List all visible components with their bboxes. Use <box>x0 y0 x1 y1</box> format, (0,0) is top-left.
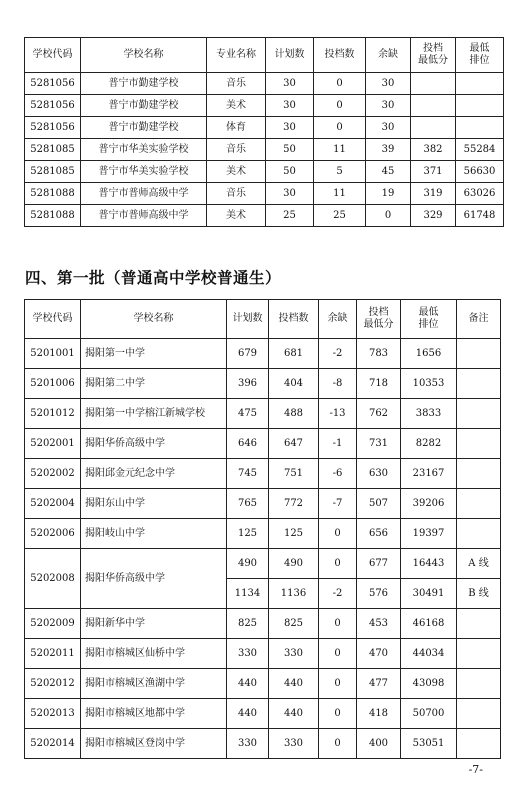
table-row <box>25 459 501 489</box>
table-cell: 751 <box>269 459 319 489</box>
table-cell <box>457 399 501 429</box>
table-cell <box>457 369 501 399</box>
table-cell: 5281056 <box>25 95 81 117</box>
table-row <box>25 669 501 699</box>
table-cell: 400 <box>357 729 401 759</box>
table-cell: 0 <box>314 73 366 95</box>
table-cell: 揭阳第二中学 <box>81 369 227 399</box>
table-cell <box>457 459 501 489</box>
table1-header-cell: 投档 最低分 <box>411 38 456 73</box>
table-cell: 5202002 <box>25 459 81 489</box>
table-cell: 576 <box>357 579 401 609</box>
table-cell: 125 <box>227 519 269 549</box>
table-cell: 418 <box>357 699 401 729</box>
table2-body <box>25 339 501 759</box>
table-cell: 656 <box>357 519 401 549</box>
table-cell <box>456 95 504 117</box>
table-cell: 普宁市勤建学校 <box>81 73 207 95</box>
table-cell: 23167 <box>401 459 457 489</box>
table-cell: -6 <box>319 459 357 489</box>
table-cell: 0 <box>366 205 411 227</box>
table-cell: 5 <box>314 161 366 183</box>
table-cell: 30491 <box>401 579 457 609</box>
table-cell <box>457 339 501 369</box>
table-cell: 630 <box>357 459 401 489</box>
table1-header-cell: 专业名称 <box>207 38 266 73</box>
table2-header-cell: 备注 <box>457 300 501 339</box>
table-cell: 330 <box>227 729 269 759</box>
table-cell: 490 <box>269 549 319 579</box>
table-cell <box>456 73 504 95</box>
table-cell: 0 <box>319 549 357 579</box>
table-cell: 371 <box>411 161 456 183</box>
table-cell: 5281085 <box>25 161 81 183</box>
table-row <box>25 205 504 227</box>
table-cell: 5202008 <box>25 549 81 609</box>
table-cell: 44034 <box>401 639 457 669</box>
table-row <box>25 73 504 95</box>
table1-header-cell: 学校代码 <box>25 38 81 73</box>
table-cell: 440 <box>269 699 319 729</box>
table-cell: 745 <box>227 459 269 489</box>
table-cell: 50700 <box>401 699 457 729</box>
table-row <box>25 399 501 429</box>
table-cell: 5281056 <box>25 73 81 95</box>
table-cell: 揭阳岐山中学 <box>81 519 227 549</box>
table-cell: 30 <box>366 95 411 117</box>
table-cell: -8 <box>319 369 357 399</box>
table-cell: 0 <box>314 117 366 139</box>
table-cell: 揭阳市榕城区登岗中学 <box>81 729 227 759</box>
table-cell: 16443 <box>401 549 457 579</box>
table-cell: 音乐 <box>207 139 266 161</box>
table-cell: 音乐 <box>207 183 266 205</box>
table2-header-cell: 投档数 <box>269 300 319 339</box>
table-cell: 46168 <box>401 609 457 639</box>
table-cell <box>457 699 501 729</box>
table-cell: 5202013 <box>25 699 81 729</box>
table-cell: 453 <box>357 609 401 639</box>
table-cell <box>457 729 501 759</box>
table-cell: 825 <box>269 609 319 639</box>
table-cell: 677 <box>357 549 401 579</box>
table-cell: 普宁市普师高级中学 <box>81 205 207 227</box>
table-cell: 体育 <box>207 117 266 139</box>
table-cell <box>411 117 456 139</box>
table-cell: 475 <box>227 399 269 429</box>
table-cell: 39206 <box>401 489 457 519</box>
table-cell: 0 <box>319 699 357 729</box>
table-cell: 681 <box>269 339 319 369</box>
table-cell: 45 <box>366 161 411 183</box>
table-cell: 普宁市勤建学校 <box>81 95 207 117</box>
table-cell: 30 <box>266 73 314 95</box>
table-row <box>25 161 504 183</box>
table-cell: 0 <box>319 639 357 669</box>
table-cell: 50 <box>266 161 314 183</box>
table-cell: 30 <box>266 95 314 117</box>
table-cell: 普宁市华美实验学校 <box>81 139 207 161</box>
table-cell: -2 <box>319 339 357 369</box>
table-cell: 382 <box>411 139 456 161</box>
table-cell: 30 <box>266 183 314 205</box>
table-cell: -13 <box>319 399 357 429</box>
table-cell: 765 <box>227 489 269 519</box>
table-cell: 揭阳邱金元纪念中学 <box>81 459 227 489</box>
table-cell: 揭阳东山中学 <box>81 489 227 519</box>
table-cell: 477 <box>357 669 401 699</box>
table-cell: 53051 <box>401 729 457 759</box>
table-cell <box>457 519 501 549</box>
table-cell: 772 <box>269 489 319 519</box>
table-cell: 揭阳新华中学 <box>81 609 227 639</box>
table-cell: 美术 <box>207 95 266 117</box>
table-row <box>25 95 504 117</box>
table-cell: 330 <box>269 639 319 669</box>
table-cell: 普宁市勤建学校 <box>81 117 207 139</box>
table-row <box>25 139 504 161</box>
table-cell: 音乐 <box>207 73 266 95</box>
table-cell: 404 <box>269 369 319 399</box>
table-cell: 0 <box>319 729 357 759</box>
table-cell: 488 <box>269 399 319 429</box>
table2-header-cell: 投档 最低分 <box>357 300 401 339</box>
table-cell: 39 <box>366 139 411 161</box>
table-cell: 普宁市普师高级中学 <box>81 183 207 205</box>
table-cell: 美术 <box>207 205 266 227</box>
table-cell: 美术 <box>207 161 266 183</box>
table-cell: 5281085 <box>25 139 81 161</box>
table-row <box>25 609 501 639</box>
table2-header-cell: 余缺 <box>319 300 357 339</box>
table-cell: 25 <box>314 205 366 227</box>
table-row <box>25 729 501 759</box>
table-cell: 11 <box>314 183 366 205</box>
table2-header-cell: 学校代码 <box>25 300 81 339</box>
table2-header-cell: 计划数 <box>227 300 269 339</box>
table-cell: 63026 <box>456 183 504 205</box>
table2-header-row <box>25 300 501 339</box>
table-cell: 普宁市华美实验学校 <box>81 161 207 183</box>
table-cell: 440 <box>227 699 269 729</box>
table-cell: 56630 <box>456 161 504 183</box>
table-cell: 731 <box>357 429 401 459</box>
table-cell: -7 <box>319 489 357 519</box>
table-cell: 19397 <box>401 519 457 549</box>
table-row <box>25 489 501 519</box>
table-row <box>25 117 504 139</box>
table-cell: 470 <box>357 639 401 669</box>
table-cell: 1136 <box>269 579 319 609</box>
table-row <box>25 429 501 459</box>
table-cell: 825 <box>227 609 269 639</box>
table-cell: 5202006 <box>25 519 81 549</box>
table-cell: 5201012 <box>25 399 81 429</box>
table-row <box>25 369 501 399</box>
table-cell: 3833 <box>401 399 457 429</box>
table2-header-cell: 学校名称 <box>81 300 227 339</box>
table2-header-cell: 最低 排位 <box>401 300 457 339</box>
table-cell: 5202001 <box>25 429 81 459</box>
table-cell <box>457 429 501 459</box>
table-cell <box>457 639 501 669</box>
table-cell: 0 <box>319 609 357 639</box>
table-cell: 1134 <box>227 579 269 609</box>
table-cell: 5201001 <box>25 339 81 369</box>
table1-header-cell: 最低 排位 <box>456 38 504 73</box>
table-cell: 11 <box>314 139 366 161</box>
table-cell: 揭阳第一中学 <box>81 339 227 369</box>
table-cell: B 线 <box>457 579 501 609</box>
table-cell: 125 <box>269 519 319 549</box>
table-cell: 329 <box>411 205 456 227</box>
table-cell: 8282 <box>401 429 457 459</box>
table-cell: 揭阳华侨高级中学 <box>81 429 227 459</box>
table-cell: 50 <box>266 139 314 161</box>
table-cell: 0 <box>314 95 366 117</box>
table-cell <box>411 73 456 95</box>
table-cell <box>457 669 501 699</box>
table1-body <box>25 73 504 227</box>
table-cell: 19 <box>366 183 411 205</box>
section-title: 四、第一批（普通高中学校普通生） <box>25 269 282 287</box>
table-cell: 440 <box>269 669 319 699</box>
table-cell: 679 <box>227 339 269 369</box>
table-cell: 61748 <box>456 205 504 227</box>
table-cell: 5281088 <box>25 205 81 227</box>
table-cell: 440 <box>227 669 269 699</box>
page-number: -7- <box>468 763 483 776</box>
table1-header-cell: 计划数 <box>266 38 314 73</box>
table-cell: 10353 <box>401 369 457 399</box>
table-cell: 319 <box>411 183 456 205</box>
table-cell: 5202004 <box>25 489 81 519</box>
table-cell: 646 <box>227 429 269 459</box>
table-cell: 揭阳华侨高级中学 <box>81 549 227 609</box>
table-row <box>25 549 501 579</box>
table-cell: 1656 <box>401 339 457 369</box>
table-cell: 25 <box>266 205 314 227</box>
table-cell: 330 <box>269 729 319 759</box>
table-cell: 30 <box>366 73 411 95</box>
table1-header-cell: 投档数 <box>314 38 366 73</box>
table-cell: 330 <box>227 639 269 669</box>
table-cell: 783 <box>357 339 401 369</box>
table-cell: -2 <box>319 579 357 609</box>
table-cell <box>457 489 501 519</box>
table-cell: 揭阳第一中学榕江新城学校 <box>81 399 227 429</box>
table1-header-cell: 余缺 <box>366 38 411 73</box>
table-row <box>25 339 501 369</box>
table-row <box>25 639 501 669</box>
table-cell: 718 <box>357 369 401 399</box>
table-cell: 762 <box>357 399 401 429</box>
table-cell: A 线 <box>457 549 501 579</box>
table-cell: 5281088 <box>25 183 81 205</box>
table-cell: 490 <box>227 549 269 579</box>
table1-header-cell: 学校名称 <box>81 38 207 73</box>
table-cell <box>456 117 504 139</box>
first-batch-admission-table <box>24 299 501 759</box>
table-cell <box>411 95 456 117</box>
table-cell: 30 <box>366 117 411 139</box>
table-cell: -1 <box>319 429 357 459</box>
table-row <box>25 699 501 729</box>
table-cell: 647 <box>269 429 319 459</box>
art-admission-table <box>24 37 504 227</box>
table-cell: 5202014 <box>25 729 81 759</box>
table-cell: 揭阳市榕城区地都中学 <box>81 699 227 729</box>
table-cell: 30 <box>266 117 314 139</box>
table-cell: 507 <box>357 489 401 519</box>
table-cell: 0 <box>319 519 357 549</box>
table-cell <box>457 609 501 639</box>
table-row <box>25 519 501 549</box>
table-cell: 揭阳市榕城区仙桥中学 <box>81 639 227 669</box>
table-cell: 43098 <box>401 669 457 699</box>
table-cell: 揭阳市榕城区渔湖中学 <box>81 669 227 699</box>
table-cell: 396 <box>227 369 269 399</box>
table-row <box>25 183 504 205</box>
table-cell: 5202009 <box>25 609 81 639</box>
table-cell: 0 <box>319 669 357 699</box>
table1-header-row <box>25 38 504 73</box>
table-cell: 5281056 <box>25 117 81 139</box>
table-cell: 55284 <box>456 139 504 161</box>
table-cell: 5201006 <box>25 369 81 399</box>
table-cell: 5202011 <box>25 639 81 669</box>
table-cell: 5202012 <box>25 669 81 699</box>
